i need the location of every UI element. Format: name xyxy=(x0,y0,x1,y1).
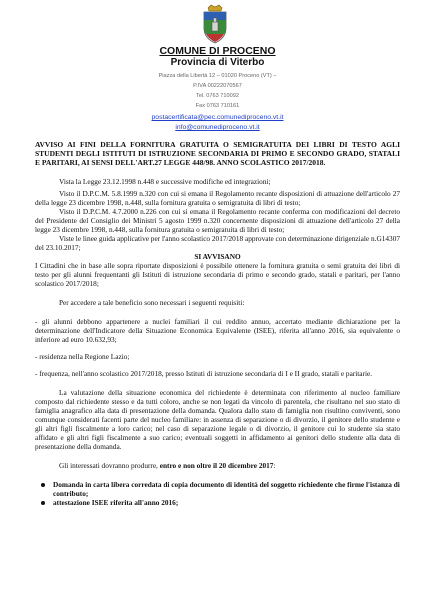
requirement-residenza: - residenza nella Regione Lazio; xyxy=(35,352,130,361)
comune-name: COMUNE DI PROCENO xyxy=(159,45,276,57)
list-item xyxy=(35,498,400,507)
paragraph-valutazione: La valutazione della situazione economica del richiedente è determinata con riferimento al nucleo familiare composto dal richiedente stesso e da tutti coloro, anche se non legati da vincolo di parentela, che risultano nel suo stato di famiglia anagrafico alla data di presentazione della domanda. Qualora dallo stato di famiglia non risultino conviventi, sono comunque considerati facenti parte del nucleo familiare: in assenza di separazione o di divorzio, il genitore dello studente e gli altri figli fiscalmente a loro carico; nel caso di separazione legale o di divorzio, il genitore cui lo studente sia stato affidato e gli altri figli fiscalmente a suo carico; eventuali soggetti in affidamento ai genitori dello studente alla data di presentazione della domanda. xyxy=(35,388,400,451)
scadenza-prefix: Gli interessati dovranno produrre, xyxy=(59,461,160,470)
si-avvisano-heading: SI AVVISANO xyxy=(194,252,241,261)
paragraph-dpcm-2000: Visto il D.P.C.M. 4.7.2000 n.226 con cui si emana il Regolamento recante conferma con modificazioni del decreto del Presidente del Consiglio dei Ministri 5 agosto 1999 n.320 concernente disposizioni di attuazione dell'articolo 27 della legge 23 dicembre 1998, n.448, sulla fornitura gratuita o semigratuita di libri di testo; xyxy=(35,207,400,234)
fax: Fax 0763 710161 xyxy=(195,103,240,109)
notice-title: AVVISO AI FINI DELLA FORNITURA GRATUITA O SEMIGRATUITA DEI LIBRI DI TESTO AGLI STUDENTI DEGLI ISTITUTI DI ISTRUZIONE SECONDARIA DI PRIMO E SECONDO GRADO, STATALI E PARITARI, AI SENSI DELL'ART.27 LEGGE 448/98. ANNO SCOLASTICO 2017/2018. xyxy=(35,140,400,167)
requirement-isee: - gli alunni debbono appartenere a nuclei familiari il cui reddito annuo, accertato mediante dichiarazione per la determinazione dell'Indicatore della Situazione Economica Equivalente (ISEE), riferita all'anno 2016, sia equivalente o inferiore ad euro 10.632,93; xyxy=(35,317,400,344)
documents-list xyxy=(35,480,400,507)
list-item-text: attestazione ISEE riferita all'anno 2016; xyxy=(53,498,179,507)
pec-email-link[interactable]: postacertificata@pec.comunediproceno.vt.it xyxy=(151,114,284,121)
paragraph-dpcm-1999: Visto il D.P.C.M. 5.8.1999 n.320 con cui si emana il Regolamento recante disposizioni di attuazione dell'articolo 27 della legge 23 dicembre 1998, n.448, sulla fornitura gratuita o semigratuita di libri di testo; xyxy=(35,189,400,207)
notice-body xyxy=(35,177,400,507)
requirement-frequenza: - frequenza, nell'anno scolastico 2017/2018, presso Istituti di istruzione secondaria di I e II grado, statali e paritarie. xyxy=(35,369,373,378)
list-item xyxy=(35,480,400,498)
municipal-crest-icon xyxy=(200,4,230,44)
paragraph-cittadini: I Cittadini che in base alle sopra riportate disposizioni è possibile ottenere la fornitura gratuita o semi gratuita dei libri di testo per gli alunni frequentanti gli Istituti di istruzione secondaria di primo e secondo grado, statali e paritari, per l'anno scolastico 2017/2018; xyxy=(35,261,400,288)
paragraph-legge: Vista la Legge 23.12.1998 n.448 e successive modifiche ed integrazioni; xyxy=(59,177,271,186)
info-email-link[interactable]: info@comunediproceno.vt.it xyxy=(175,124,260,131)
scadenza-date: entro e non oltre il 20 dicembre 2017 xyxy=(159,461,274,470)
address: Piazza della Libertà 12 – 01020 Proceno (VT) – xyxy=(158,73,277,79)
bullet-icon xyxy=(41,483,45,487)
vat-number: P.IVA 00222070567 xyxy=(193,83,242,89)
telephone: Tel. 0763 710092 xyxy=(196,93,239,99)
list-item-text: Domanda in carta libera corredata di copia documento di identità del soggetto richiedente che firme l'istanza di contributo; xyxy=(53,480,400,498)
scadenza-suffix: : xyxy=(273,461,276,470)
paragraph-linee-guida: Viste le linee guida applicative per l'anno scolastico 2017/2018 approvate con determinazione dirigenziale n.G14307 del 23.10.2017; xyxy=(35,234,400,252)
provincia-name: Provincia di Viterbo xyxy=(170,57,265,68)
bullet-icon xyxy=(41,501,45,505)
paragraph-scadenza xyxy=(35,461,400,470)
paragraph-requisiti-intro: Per accedere a tale beneficio sono necessari i seguenti requisiti: xyxy=(59,298,245,307)
